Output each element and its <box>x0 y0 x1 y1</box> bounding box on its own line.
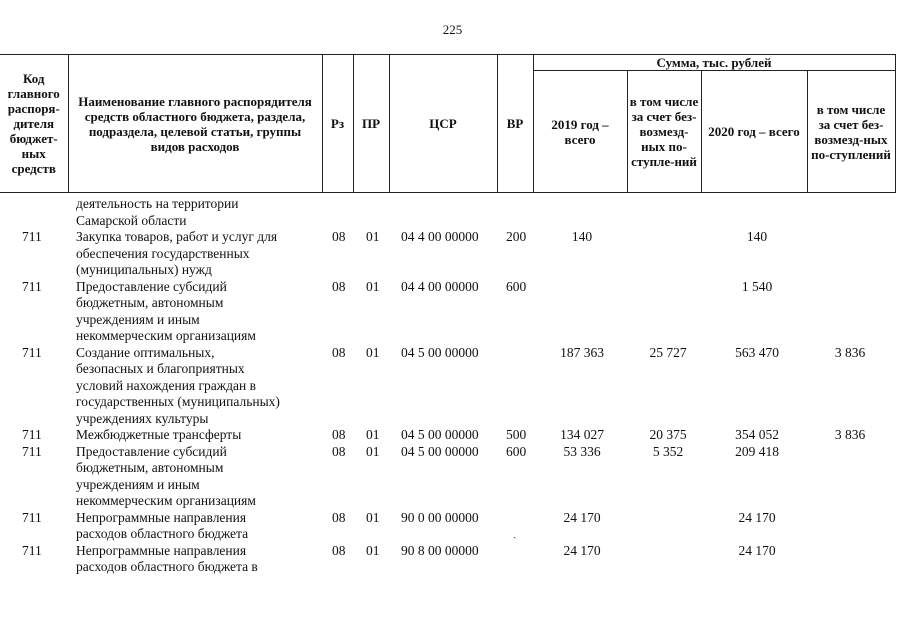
row-rz: 08 <box>332 427 346 442</box>
row-2019-grants: 25 727 <box>649 344 687 360</box>
row-pr: 01 <box>366 278 380 294</box>
row-name <box>76 543 326 576</box>
row-name <box>76 279 326 345</box>
table-row <box>0 345 895 428</box>
row-name-line: деятельность на территории <box>76 196 239 211</box>
row-code: 711 <box>22 542 42 558</box>
table-row <box>0 229 895 279</box>
row-name <box>76 427 326 444</box>
table-row <box>0 543 895 576</box>
row-rz: 08 <box>332 229 346 244</box>
row-csr: 04 5 00 00000 <box>401 443 479 459</box>
table-body <box>0 196 895 576</box>
row-rz: 08 <box>332 443 346 459</box>
row-name <box>76 229 326 279</box>
row-2019-total: 140 <box>571 229 593 244</box>
row-2020-total: 24 170 <box>738 509 776 525</box>
row-pr: 01 <box>366 229 380 244</box>
header-vr: ВР <box>497 55 533 193</box>
row-code: 711 <box>22 229 42 244</box>
row-vr: 500 <box>506 427 527 442</box>
row-pr: 01 <box>366 509 380 525</box>
row-2019-total: 24 170 <box>563 542 601 558</box>
row-pr: 01 <box>366 542 380 558</box>
row-rz: 08 <box>332 542 346 558</box>
row-name-line: Самарской области <box>76 212 187 228</box>
row-name-line: Предоставление субсидий <box>76 443 227 459</box>
row-2020-total: 140 <box>746 229 768 244</box>
row-csr: 04 4 00 00000 <box>401 229 479 244</box>
row-name <box>76 510 326 543</box>
row-name-line: Непрограммные направления <box>76 509 247 525</box>
table-row <box>0 427 895 444</box>
row-name-line: (муниципальных) нужд <box>76 262 212 277</box>
row-name-line: безопасных и благоприятных <box>76 361 245 376</box>
header-2019-total: 2019 год – всего <box>533 71 627 193</box>
row-2020-total: 563 470 <box>735 344 779 360</box>
row-pr: 01 <box>366 344 380 360</box>
row-2020-total: 354 052 <box>735 427 779 442</box>
row-csr: 90 0 00 00000 <box>401 509 479 525</box>
row-2020-grants: 3 836 <box>834 427 866 442</box>
row-2020-total: 24 170 <box>738 542 776 558</box>
table-row <box>0 444 895 510</box>
row-2019-total: 53 336 <box>563 443 601 459</box>
row-name-line: учреждениях культуры <box>76 410 209 426</box>
row-2020-grants: 3 836 <box>834 344 866 360</box>
row-csr: 04 4 00 00000 <box>401 278 479 294</box>
row-2020-total: 1 540 <box>741 278 773 294</box>
row-code: 711 <box>22 509 42 525</box>
row-2019-grants: 20 375 <box>649 427 687 442</box>
row-rz: 08 <box>332 344 346 360</box>
row-2019-total: 24 170 <box>563 509 601 525</box>
row-name-line: некоммерческим организациям <box>76 493 256 508</box>
row-name-line: Межбюджетные трансферты <box>76 427 242 442</box>
header-2019-grants: в том числе за счет без-возмезд-ных по-ступле-ний <box>627 71 701 193</box>
row-2019-grants: 5 352 <box>652 443 684 459</box>
header-name: Наименование главного распорядителя средств областного бюджета, раздела, подраздела, целевой статьи, группы видов расходов <box>68 55 322 193</box>
table-header <box>0 54 896 193</box>
header-rz: Рз <box>322 55 353 193</box>
scan-mark: ˎ <box>513 528 517 539</box>
header-2020-total: 2020 год – всего <box>701 71 807 193</box>
table-row <box>0 196 895 229</box>
row-name <box>76 345 326 428</box>
row-2019-total: 187 363 <box>560 344 604 360</box>
header-pr: ПР <box>353 55 389 193</box>
page-number: 225 <box>442 22 463 37</box>
row-csr: 04 5 00 00000 <box>401 427 479 442</box>
header-2020-grants: в том числе за счет без-возмезд-ных по-ступлений <box>807 71 895 193</box>
row-pr: 01 <box>366 427 380 442</box>
row-name-line: Закупка товаров, работ и услуг для <box>76 229 278 244</box>
row-code: 711 <box>22 443 42 459</box>
table-row <box>0 510 895 543</box>
table-row <box>0 279 895 345</box>
row-name-line: Предоставление субсидий <box>76 278 227 294</box>
row-name-line: расходов областного бюджета <box>76 526 249 541</box>
row-name <box>76 196 326 229</box>
row-name <box>76 444 326 510</box>
row-name-line: бюджетным, автономным <box>76 460 224 475</box>
row-rz: 08 <box>332 278 346 294</box>
row-vr: 600 <box>506 443 527 459</box>
row-csr: 90 8 00 00000 <box>401 542 479 558</box>
row-code: 711 <box>22 344 42 360</box>
row-name-line: некоммерческим организациям <box>76 328 256 343</box>
row-name-line: Создание оптимальных, <box>76 344 215 360</box>
row-2019-total: 134 027 <box>560 427 604 442</box>
row-name-line: обеспечения государственных <box>76 245 250 261</box>
row-code: 711 <box>22 278 42 294</box>
header-csr: ЦСР <box>389 55 497 193</box>
row-name-line: расходов областного бюджета в <box>76 559 258 574</box>
row-vr: 600 <box>506 278 527 294</box>
row-rz: 08 <box>332 509 346 525</box>
row-vr: 200 <box>506 229 527 244</box>
row-csr: 04 5 00 00000 <box>401 344 479 360</box>
row-name-line: государственных (муниципальных) <box>76 394 280 409</box>
row-name-line: учреждениям и иным <box>76 476 200 492</box>
row-name-line: условий нахождения граждан в <box>76 377 256 393</box>
row-name-line: бюджетным, автономным <box>76 295 224 310</box>
row-code: 711 <box>22 427 42 442</box>
row-name-line: Непрограммные направления <box>76 542 247 558</box>
row-pr: 01 <box>366 443 380 459</box>
row-2020-total: 209 418 <box>735 443 779 459</box>
header-sum: Сумма, тыс. рублей <box>533 55 895 71</box>
row-name-line: учреждениям и иным <box>76 311 200 327</box>
header-code: Код главного распоря-дителя бюджет-ных средств <box>0 55 68 193</box>
